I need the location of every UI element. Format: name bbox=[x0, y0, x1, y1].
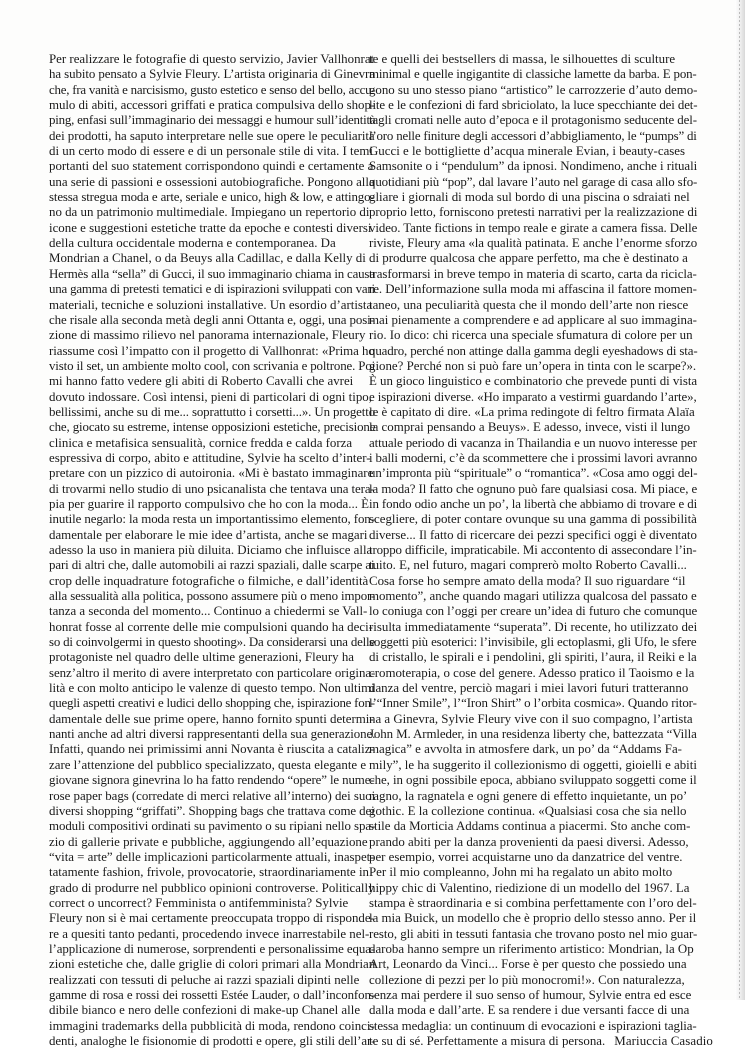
text-line: pretare con un pizzico di autoironia. «Mi è bastato immaginare bbox=[49, 466, 374, 481]
text-line: l’applicazione di numerose, sorprendenti e personalissime equa- bbox=[49, 941, 376, 956]
text-line: alla sessualità alla politica, possono assumere più o meno impor- bbox=[49, 589, 376, 604]
text-line: dibile bianco e nero delle confezioni di make-up Chanel alle bbox=[49, 1003, 361, 1018]
text-line: video. Tante fictions in tempo reale e girate a camera fissa. Delle bbox=[369, 220, 698, 235]
text-line: giovane signora ginevrina lo ha fatto rendendo “opere” le nume- bbox=[49, 773, 375, 788]
text-line: Samsonite o i “pendulum” da ipnosi. Nondimeno, anche i rituali bbox=[369, 159, 698, 174]
text-line: che, giocato su estreme, intense opposizioni estetiche, precisione bbox=[49, 420, 376, 435]
text-line: zione di massimo rilievo nel panorama internazionale, Fleury bbox=[49, 328, 366, 343]
text-line: trasformarsi in breve tempo in materia di scarto, carta da ricicla- bbox=[369, 266, 697, 281]
text-line: tanza a seconda del momento... Continuo a chiedermi se Vall- bbox=[49, 604, 368, 619]
text-line: gothic. E la collezione continua. «Qualsiasi cosa che sia nello bbox=[369, 803, 687, 818]
text-line: Fleury non si è mai certamente preoccupata troppo di risponde- bbox=[49, 911, 375, 926]
text-line: prando abiti per la danza provenienti da paesi diversi. Adesso, bbox=[369, 834, 689, 849]
text-line: la comprai pensando a Beuys». E adesso, invece, visti il lungo bbox=[369, 420, 691, 435]
text-line: visto il set, un ambiente molto cool, con scrivania e poltrone. Poi bbox=[49, 358, 376, 373]
text-line: te su di sé. Perfettamente a misura di persona. Mariuccia Casadio bbox=[369, 1034, 713, 1048]
text-line: mily”, le ha suggerito il collezionismo di oggetti, gioielli e abiti bbox=[369, 757, 697, 772]
text-line: di cristallo, le spirali e i pendolini, gli spiriti, l’aura, il Reiki e la bbox=[369, 650, 697, 665]
text-line: te e quelli dei bestsellers di massa, le silhouettes di sculture bbox=[369, 52, 676, 66]
text-line: È un gioco linguistico e combinatorio che prevede punti di vista bbox=[369, 374, 698, 389]
text-line: una serie di passioni e ossessioni autobiografiche. Pongono alla bbox=[49, 174, 375, 189]
text-line: Hermès alla “sella” di Gucci, il suo immaginario chiama in causa bbox=[49, 266, 375, 281]
text-line: damentale delle sue prime opere, hanno fornito spunti determi- bbox=[49, 711, 374, 726]
text-line: troppo difficile, impraticabile. Mi accontento di assecondare l’in- bbox=[369, 543, 697, 557]
text-line: so di coinvolgermi in questo shooting». Da considerarsi una delle bbox=[49, 635, 375, 650]
text-line: soggetti più esoterici: l’invisibile, gli ectoplasmi, gli Ufo, le sfere bbox=[369, 635, 697, 650]
text-line: i balli moderni, c’è da scommettere che i prossimi lavori avranno bbox=[369, 450, 698, 465]
text-line: clinica e metafisica sensualità, cornice fredda e calda forza bbox=[49, 435, 353, 450]
text-line: collezione di pezzi per lo più monocromi!». Con naturalezza, bbox=[369, 972, 685, 987]
text-line: per esempio, vorrei acquistarne uno da danzatrice del ventre. bbox=[369, 849, 683, 864]
text-line: ha subito pensato a Sylvie Fleury. L’artista originaria di Ginevra bbox=[49, 67, 375, 82]
text-line: mi hanno fatto vedere gli abiti di Roberto Cavalli che avrei bbox=[49, 374, 354, 389]
text-line: una gamma di pretesti tematici e di ispirazioni sviluppati con vari bbox=[49, 282, 375, 297]
text-line: correct o uncorrect? Femminista o antifemminista? Sylvie bbox=[49, 895, 349, 910]
text-line: pia per guarire il rapporto compulsivo che ho con la moda... È bbox=[49, 496, 370, 511]
text-line: Mondrian a Chanel, o da Beuys alla Cadillac, e dalla Kelly di bbox=[49, 251, 366, 266]
text-line: in fondo odio anche un po’, la libertà che abbiamo di trovare e di bbox=[369, 496, 698, 511]
text-line: inutile negarlo: la moda resta un importantissimo elemento, fon- bbox=[49, 512, 375, 527]
text-line: riassume così l’impatto con il progetto di Vallhonrat: «Prima ho bbox=[49, 343, 375, 358]
text-line: ragno, la ragnatela e ogni genere di effetto inquietante, un po’ bbox=[369, 788, 688, 803]
text-line: espressiva di corpo, abito e attitudine, Sylvie ha scelto d’inter- bbox=[49, 450, 371, 465]
text-line: l’“Inner Smile”, l’“Iron Shirt” o l’orbita cosmica». Quando ritor- bbox=[369, 696, 697, 711]
text-line: stampa è straordinaria e si combina perfettamente con l’oro del- bbox=[369, 895, 697, 910]
text-line: di produrre qualcosa che appare perfetto, ma che è destinato a bbox=[369, 251, 688, 266]
text-line: quotidiani più “pop”, dal lavare l’auto nel garage di casa allo sfo- bbox=[369, 174, 698, 189]
article-left-column bbox=[49, 52, 376, 1048]
text-line: la mia Buick, un modello che è proprio dello stesso anno. Per il bbox=[369, 911, 697, 926]
text-line: no da un patrimonio multimediale. Impiegano un repertorio di bbox=[49, 205, 370, 220]
text-line: stessa stregua moda e arte, seriale e unico, high & low, e attingo- bbox=[49, 190, 375, 205]
text-line: che, in ogni possibile epoca, abbiano sviluppato soggetti come il bbox=[369, 773, 697, 788]
text-line: gliare i giornali di moda sul bordo di una piscina o sdraiati nel bbox=[369, 190, 690, 205]
text-line: di un certo modo di essere e di un personale stile di vita. I temi bbox=[49, 144, 373, 159]
text-line: taneo, una peculiarità questa che il mondo dell’arte non riesce bbox=[369, 297, 689, 312]
text-line: diverse... Il fatto di ricercare dei pezzi specifici oggi è diventato bbox=[369, 527, 697, 542]
text-line: dei prodotti, ha saputo interpretare nelle sue opere le peculiarità bbox=[49, 128, 375, 143]
text-line: riviste, Fleury ama «la qualità patinata. E anche l’enorme sforzo bbox=[369, 236, 698, 251]
article-right-column bbox=[369, 52, 713, 1048]
text-line: rio. Io dico: chi ricerca una speciale sfumatura di colore per un bbox=[369, 328, 693, 343]
text-line: daroba hanno sempre un riferimento artistico: Mondrian, la Op bbox=[369, 941, 694, 956]
text-line: Gucci e le bottigliette d’acqua minerale Evian, i beauty-cases bbox=[369, 144, 686, 159]
text-line: denti, analoghe le fisionomie di prodotti e opere, gli stili dell’ar- bbox=[49, 1034, 376, 1048]
text-line: immagini trademarks della pubblicità di moda, rendono coinci- bbox=[49, 1018, 375, 1033]
text-line: della cultura occidentale moderna e contemporanea. Da bbox=[49, 236, 336, 251]
text-line: crop delle inquadrature fotografiche o filmiche, e dall’identità bbox=[49, 573, 369, 588]
text-line: le è capitato di dire. «La prima redingote di feltro firmata Alaïa bbox=[369, 404, 695, 419]
text-line: lite e le confezioni di fard sbriciolato, la luce specchiante dei det- bbox=[369, 98, 698, 113]
text-line: Per realizzare le fotografie di questo servizio, Javier Vallhonrat bbox=[49, 52, 375, 66]
text-line: diversi shopping “griffati”. Shopping bags che trattava come dei bbox=[49, 803, 375, 818]
text-line: John M. Armleder, in una residenza liberty che, battezzata “Villa bbox=[369, 727, 697, 742]
text-line: dovuto indossare. Così intensi, pieni di particolari di ogni tipo, bbox=[49, 389, 372, 404]
text-line: mai pienamente a comprendere e ad applicare al suo immagina- bbox=[369, 312, 697, 327]
text-line: che, fra vanità e narcisismo, gusto estetico e senso del bello, accu- bbox=[49, 82, 376, 97]
text-line: honrat fosse al corrente delle mie compulsioni quando ha deci- bbox=[49, 619, 373, 634]
text-line: grado di produrre nel pubblico opinioni controverse. Politically bbox=[49, 880, 375, 895]
text-line: risulta immediatamente “superata”. Di recente, ho utilizzato dei bbox=[369, 619, 698, 634]
text-line: na a Ginevra, Sylvie Fleury vive con il suo compagno, l’artista bbox=[369, 711, 693, 726]
text-line: proprio letto, forniscono pretesti narrativi per la realizzazione di bbox=[369, 205, 698, 220]
text-line: mulo di abiti, accessori griffati e pratica compulsiva dello shop- bbox=[49, 98, 376, 113]
author-signature: Mariuccia Casadio bbox=[614, 1034, 713, 1048]
text-line: adesso la uso in maniera più diluita. Diciamo che influisce alla bbox=[49, 543, 373, 557]
text-line: resto, gli abiti in tessuti fantasia che trovano posto nel mio guar- bbox=[369, 926, 698, 941]
text-line: hippy chic di Valentino, riedizione di un modello del 1967. La bbox=[369, 880, 690, 895]
text-line: senz’altro il merito di avere interpretato con particolare origina- bbox=[49, 665, 376, 680]
text-line: magica” e avvolta in atmosfere dark, un po’ da “Addams Fa- bbox=[369, 742, 682, 757]
text-line: gamme di rosa e rossi dei rossetti Estée Lauder, o dall’inconfon- bbox=[49, 987, 376, 1002]
text-line: Art, Leonardo da Vinci... Forse è per questo che possiedo una bbox=[369, 957, 687, 972]
text-line: Cosa forse ho sempre amato della moda? Il suo riguardare “il bbox=[369, 573, 686, 588]
text-line: stile da Morticia Addams continua a piacermi. Sto anche com- bbox=[369, 819, 691, 834]
text-line: danza del ventre, perciò magari i miei lavori futuri tratteranno bbox=[369, 681, 689, 696]
text-line: l’oro nelle finiture degli accessori d’abbigliamento, le “pumps” di bbox=[369, 128, 697, 143]
text-line: zio di gallerie private e pubbliche, aggiungendo all’equazione bbox=[49, 834, 368, 849]
text-line: quadro, perché non attinge dalla gamma degli eyeshadows di sta- bbox=[369, 343, 698, 358]
text-line: che risale alla seconda metà degli anni Ottanta e, oggi, una posi- bbox=[49, 312, 375, 327]
text-line: tagli cromati nelle auto d’epoca e il protagonismo seducente del- bbox=[369, 113, 697, 128]
text-line: tatamente fashion, frivole, provocatorie, straordinariamente in bbox=[49, 865, 369, 880]
text-line: realizzati con tessuti di peluche ai razzi spaziali dipinti nelle bbox=[49, 972, 360, 987]
text-line: ping, enfasi sull’immaginario dei messaggi e humour sull’identità bbox=[49, 113, 376, 128]
text-line: quegli aspetti creativi e ludici dello shopping che, ispirazione fon- bbox=[49, 696, 375, 711]
text-line: Per il mio compleanno, John mi ha regalato un abito molto bbox=[369, 865, 673, 880]
text-line: un’impronta più “spirituale” o “romantica”. «Cosa amo oggi del- bbox=[369, 466, 698, 481]
text-line: zare l’attenzione del pubblico specializzato, questa elegante e bbox=[49, 757, 367, 772]
text-line: moduli compositivi ordinati su pavimento o su ripiani nello spa- bbox=[49, 819, 376, 834]
text-line: la moda? Il fatto che ognuno può fare qualsiasi cosa. Mi piace, e bbox=[369, 481, 698, 496]
text-line: portanti del suo statement corrispondono quindi e certamente a bbox=[49, 159, 374, 174]
text-line: re a quesiti tanto pedanti, procedendo invece inarrestabile nel- bbox=[49, 926, 370, 941]
text-line: senza mai perdere il suo senso of humour, Sylvie entra ed esce bbox=[369, 987, 692, 1002]
text-line: materiali, tecniche e soluzioni installative. Un esordio d’artista bbox=[49, 297, 373, 312]
text-line: pari di altri che, dalle automobili ai razzi spaziali, dalle scarpe ai bbox=[49, 558, 375, 573]
text-line: cromoterapia, o cose del genere. Adesso pratico il Taoismo e la bbox=[369, 665, 695, 680]
text-line: lo coniuga con l’oggi per creare un’idea di futuro che comunque bbox=[369, 604, 698, 619]
text-line: tuito. E, nel futuro, magari comprerò molto Roberto Cavalli... bbox=[369, 558, 687, 573]
text-line: re. Dell’informazione sulla moda mi affascina il fattore momen- bbox=[369, 282, 697, 297]
text-line: gono su uno stesso piano “artistico” le carrozzerie d’auto demo- bbox=[369, 82, 698, 97]
text-line: “vita = arte” delle implicazioni particolarmente attuali, inaspet- bbox=[49, 849, 375, 864]
page-edge-binding bbox=[735, 0, 745, 1000]
text-line: momento”, anche quando magari utilizza qualcosa del passato e bbox=[369, 589, 697, 604]
text-line: bellissimi, anche su di me... soprattutto i corsetti...». Un progetto bbox=[49, 404, 376, 419]
text-line: lità e con molto anticipo le valenze di questo tempo. Non ultimi bbox=[49, 681, 375, 696]
text-line: protagoniste nel quadro delle ultime generazioni, Fleury ha bbox=[49, 650, 354, 665]
text-line: gione? Perché non si può fare un’opera in tinta con le scarpe?». bbox=[369, 358, 697, 373]
text-line: zioni estetiche che, dalle griglie di colori primari alla Mondrian bbox=[49, 957, 376, 972]
text-line: rose paper bags (corredate di merci relative all’interno) dei suoi bbox=[49, 788, 376, 803]
text-line: attuale periodo di vacanza in Thailandia e un nuovo interesse per bbox=[369, 435, 697, 450]
text-line: minimal e quelle ingigantite di classiche lamette da barba. E pon- bbox=[369, 67, 697, 82]
text-line: damentale per elaborare le mie idee d’artista, anche se magari bbox=[49, 527, 368, 542]
text-line: nanti anche ad altri diversi rappresentanti della sua generazione. bbox=[49, 727, 376, 742]
text-line: dalla moda e dall’arte. E sa rendere i due versanti facce di una bbox=[369, 1003, 690, 1018]
text-line: Infatti, quando nei primissimi anni Novanta è riuscita a cataliz- bbox=[49, 742, 375, 757]
text-line: e ispirazioni diverse. «Ho imparato a vestirmi guardando l’arte», bbox=[369, 389, 697, 404]
text-line: di trovarmi nello studio di uno psicanalista che tentava una tera- bbox=[49, 481, 375, 496]
text-line: scegliere, di poter contare ovunque su una gamma di possibilità bbox=[369, 512, 697, 527]
text-line: stessa medaglia: un continuum di evocazioni e ispirazioni taglia- bbox=[369, 1018, 697, 1033]
text-line: icone e suggestioni estetiche tratte da epoche e contesti diversi bbox=[49, 220, 372, 235]
